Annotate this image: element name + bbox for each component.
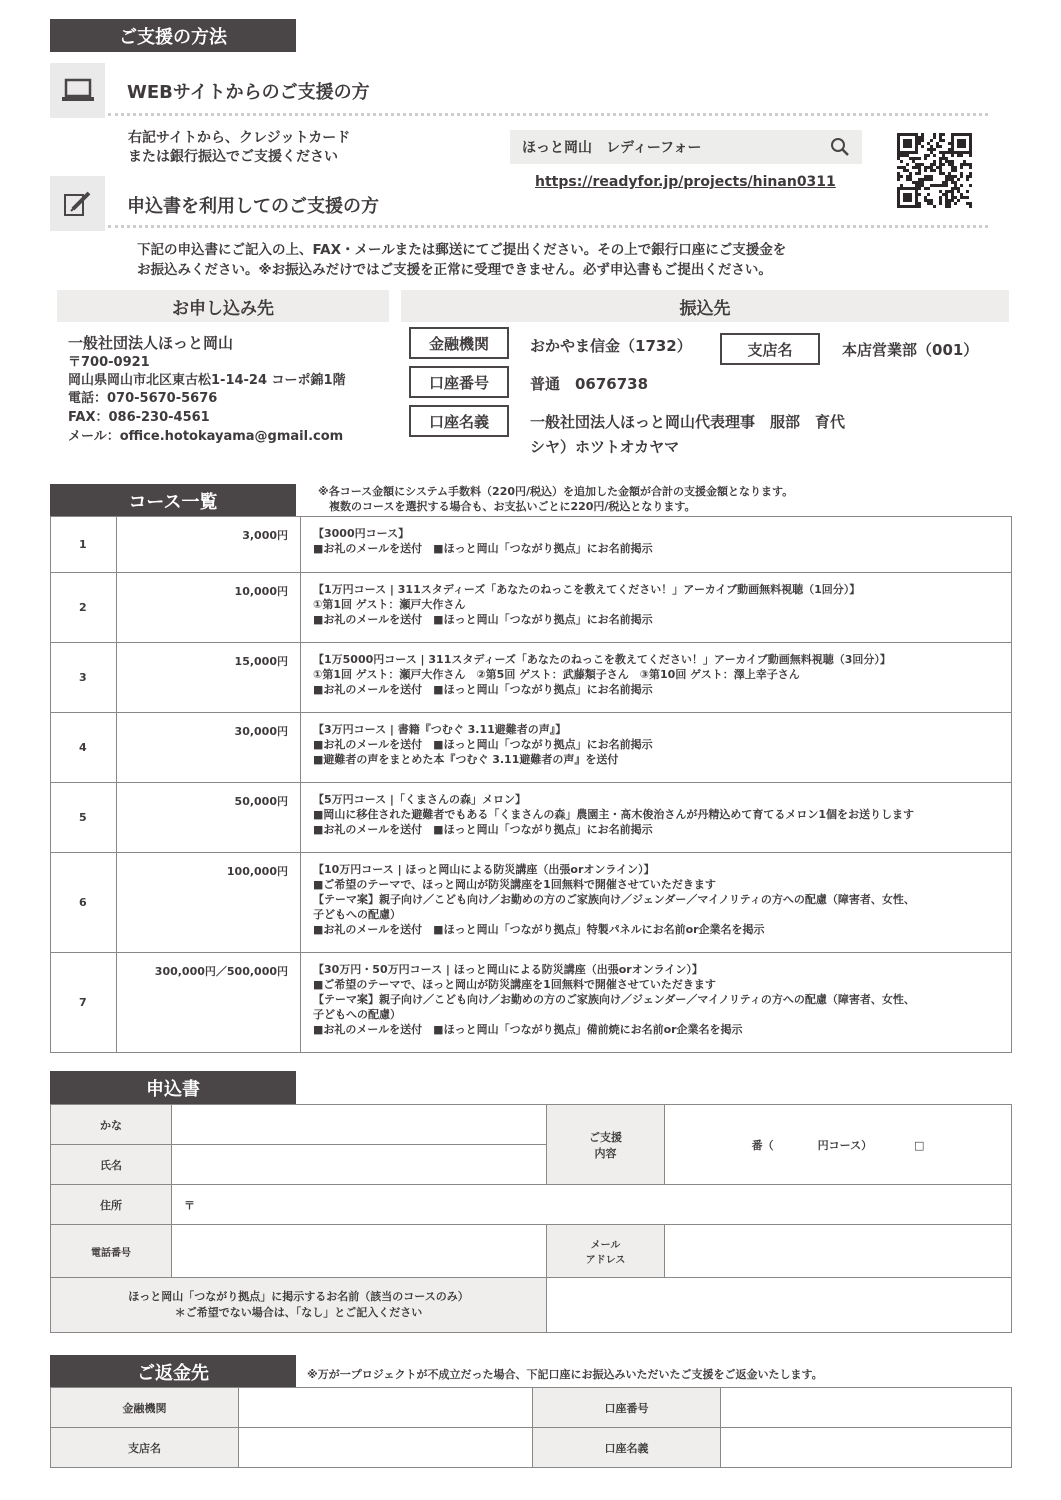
form-support-desc-2: お振込みください。※お振込みだけではご支援を正常に受理できません。必ず申込書もご提出ください。 xyxy=(137,262,772,278)
refund-account-field[interactable] xyxy=(721,1388,1012,1428)
kana-field[interactable] xyxy=(172,1105,547,1145)
display-name-label-2: ＊ご希望でない場合は、「なし」とご記入ください xyxy=(174,1306,423,1319)
course-price: 10,000円 xyxy=(117,573,301,643)
support-content-label xyxy=(547,1105,665,1185)
course-description xyxy=(301,643,1012,713)
search-bar[interactable] xyxy=(510,130,862,164)
divider xyxy=(108,225,988,228)
course-description xyxy=(301,573,1012,643)
holder-value-1: 一般社団法人ほっと岡山代表理事 服部 育代 xyxy=(530,413,846,431)
form-support-heading: 申込書を利用してのご支援の方 xyxy=(127,196,379,217)
apply-to-heading: お申し込み先 xyxy=(57,290,389,322)
phone-label: 電話番号 xyxy=(51,1225,172,1278)
mail-label-2: アドレス xyxy=(585,1255,626,1266)
refund-bank-label: 金融機関 xyxy=(51,1388,239,1428)
course-description-line: 【1万円コース | 311スタディーズ「あなたのねっこを教えてください！」アーカイブ動画無料視聴（1回分）】 xyxy=(313,583,861,596)
course-description-line: ■お礼のメールを送付 ■ほっと岡山「つながり拠点」にお名前掲示 xyxy=(313,738,653,751)
course-number: 3 xyxy=(51,643,117,713)
course-description-line: ①第1回 ゲスト：瀬戸大作さん xyxy=(313,598,466,611)
web-support-heading: WEBサイトからのご支援の方 xyxy=(127,82,370,103)
course-description-line: 【3万円コース | 書籍『つむぐ 3.11避難者の声』】 xyxy=(313,723,567,736)
course-description-line: 【1万5000円コース | 311スタディーズ「あなたのねっこを教えてください！」アーカイブ動画無料視聴（3回分）】 xyxy=(313,653,891,666)
apply-address: 岡山県岡山市北区東古松1-14-24 コーポ錦1階 xyxy=(68,373,346,388)
apply-fax: FAX：086-230-4561 xyxy=(68,410,210,425)
refund-note: ※万が一プロジェクトが不成立だった場合、下記口座にお振込みいただいたご支援をご返金いたします。 xyxy=(307,1368,823,1381)
form-support-desc-1: 下記の申込書にご記入の上、FAX・メールまたは郵送にてご提出ください。その上で銀行口座にご支援金を xyxy=(137,242,787,258)
mail-label xyxy=(547,1225,665,1278)
course-number: 1 xyxy=(51,517,117,573)
support-content-label-2: 内容 xyxy=(594,1146,617,1160)
course-description-line: ■お礼のメールを送付 ■ほっと岡山「つながり拠点」にお名前掲示 xyxy=(313,542,653,555)
kana-label: かな xyxy=(51,1105,172,1145)
search-text: ほっと岡山 レディーフォー xyxy=(522,140,702,156)
mail-field[interactable] xyxy=(665,1225,1012,1278)
course-number: 7 xyxy=(51,953,117,1053)
refund-title: ご返金先 xyxy=(50,1355,296,1388)
refund-account-label: 口座番号 xyxy=(533,1388,721,1428)
form-pencil-icon xyxy=(50,176,105,231)
course-description-line: ■避難者の声をまとめた本『つむぐ 3.11避難者の声』を送付 xyxy=(313,753,619,766)
course-description-line: 【テーマ案】親子向け／こども向け／お勤めの方のご家族向け／ジェンダー／マイノリティの方への配慮（障害者、女性、 xyxy=(313,893,915,906)
account-value: 普通 0676738 xyxy=(530,375,649,393)
application-form xyxy=(50,1104,1012,1333)
course-fill-text: 番（ 円コース） xyxy=(751,1138,873,1152)
application-title: 申込書 xyxy=(50,1071,296,1104)
branch-label: 支店名 xyxy=(720,333,820,365)
course-row xyxy=(51,853,1012,953)
display-name-field[interactable] xyxy=(547,1278,1012,1333)
course-description-line: 子どもへの配慮） xyxy=(313,1008,401,1021)
course-description xyxy=(301,713,1012,783)
name-label: 氏名 xyxy=(51,1145,172,1185)
support-section-title: ご支援の方法 xyxy=(50,19,296,52)
display-name-label xyxy=(51,1278,547,1333)
transfer-heading: 振込先 xyxy=(401,290,1009,322)
display-name-label-1: ほっと岡山「つながり拠点」に掲示するお名前（該当のコースのみ） xyxy=(128,1290,469,1303)
holder-label: 口座名義 xyxy=(409,405,509,437)
course-number: 2 xyxy=(51,573,117,643)
course-number: 5 xyxy=(51,783,117,853)
course-description xyxy=(301,783,1012,853)
apply-email: メール：office.hotokayama@gmail.com xyxy=(68,429,344,444)
course-description-line: ■お礼のメールを送付 ■ほっと岡山「つながり拠点」特製パネルにお名前or企業名を掲示 xyxy=(313,923,765,936)
web-support-desc-1: 右記サイトから、クレジットカード xyxy=(128,130,351,146)
course-price: 300,000円／500,000円 xyxy=(117,953,301,1053)
apply-phone: 電話：070-5670-5676 xyxy=(68,391,218,406)
holder-value-2: シヤ）ホツトオカヤマ xyxy=(530,438,680,456)
branch-value: 本店営業部（001） xyxy=(842,341,979,359)
course-description-line: 子どもへの配慮） xyxy=(313,908,401,921)
mail-label-1: メール xyxy=(590,1240,621,1251)
course-price: 100,000円 xyxy=(117,853,301,953)
course-row xyxy=(51,713,1012,783)
refund-form xyxy=(50,1387,1012,1468)
course-description xyxy=(301,517,1012,573)
address-label: 住所 xyxy=(51,1185,172,1225)
course-description xyxy=(301,953,1012,1053)
refund-holder-field[interactable] xyxy=(721,1428,1012,1468)
name-field[interactable] xyxy=(172,1145,547,1185)
course-description-line: ■お礼のメールを送付 ■ほっと岡山「つながり拠点」備前焼にお名前or企業名を掲示 xyxy=(313,1023,743,1036)
address-field[interactable] xyxy=(172,1185,1012,1225)
course-row xyxy=(51,643,1012,713)
account-label: 口座番号 xyxy=(409,366,509,398)
course-price: 30,000円 xyxy=(117,713,301,783)
course-description-line: ■お礼のメールを送付 ■ほっと岡山「つながり拠点」にお名前掲示 xyxy=(313,613,653,626)
course-description-line: 【5万円コース |「くまさんの森」メロン】 xyxy=(313,793,526,806)
course-row xyxy=(51,953,1012,1053)
course-description-line: ■お礼のメールを送付 ■ほっと岡山「つながり拠点」にお名前掲示 xyxy=(313,823,653,836)
postal-mark: 〒 xyxy=(184,1198,195,1212)
courses-note-1: ※各コース金額にシステム手数料（220円/税込）を追加した金額が合計の支援金額となります。 xyxy=(318,485,794,498)
course-row xyxy=(51,573,1012,643)
course-row xyxy=(51,517,1012,573)
course-number: 6 xyxy=(51,853,117,953)
support-content-field[interactable] xyxy=(665,1105,1012,1185)
course-price: 50,000円 xyxy=(117,783,301,853)
web-support-desc-2: または銀行振込でご支援ください xyxy=(128,149,338,165)
bank-label: 金融機関 xyxy=(409,327,509,359)
course-description-line: ■お礼のメールを送付 ■ほっと岡山「つながり拠点」にお名前掲示 xyxy=(313,683,653,696)
search-icon[interactable] xyxy=(830,137,850,161)
course-price: 15,000円 xyxy=(117,643,301,713)
support-content-label-1: ご支援 xyxy=(589,1130,622,1144)
course-description-line: ■ご希望のテーマで、ほっと岡山が防災講座を1回無料で開催させていただきます xyxy=(313,878,716,891)
course-description-line: ①第1回 ゲスト：瀬戸大作さん ②第5回 ゲスト：武藤類子さん ③第10回 ゲスト：澤上幸子さん xyxy=(313,668,800,681)
courses-title: コース一覧 xyxy=(50,484,296,517)
course-description-line: 【テーマ案】親子向け／こども向け／お勤めの方のご家族向け／ジェンダー／マイノリティの方への配慮（障害者、女性、 xyxy=(313,993,915,1006)
laptop-icon xyxy=(50,63,105,118)
apply-postal: 〒700-0921 xyxy=(68,355,150,370)
course-number: 4 xyxy=(51,713,117,783)
course-description-line: 【3000円コース】 xyxy=(313,527,410,540)
divider xyxy=(108,113,988,116)
course-description xyxy=(301,853,1012,953)
refund-branch-field[interactable] xyxy=(239,1428,533,1468)
course-description-line: ■ご希望のテーマで、ほっと岡山が防災講座を1回無料で開催させていただきます xyxy=(313,978,716,991)
qr-code xyxy=(897,133,972,208)
refund-branch-label: 支店名 xyxy=(51,1428,239,1468)
course-description-line: 【30万円・50万円コース | ほっと岡山による防災講座（出張orオンライン）】 xyxy=(313,963,703,976)
bank-value: おかやま信金（1732） xyxy=(530,337,692,355)
project-url-link[interactable]: https://readyfor.jp/projects/hinan0311 xyxy=(535,174,836,190)
apply-org: 一般社団法人ほっと岡山 xyxy=(68,334,234,352)
course-checkbox[interactable]: □ xyxy=(913,1138,925,1152)
phone-field[interactable] xyxy=(172,1225,547,1278)
course-description-line: 【10万円コース | ほっと岡山による防災講座（出張orオンライン）】 xyxy=(313,863,655,876)
refund-bank-field[interactable] xyxy=(239,1388,533,1428)
courses-note-2: 複数のコースを選択する場合も、お支払いごとに220円/税込となります。 xyxy=(318,500,696,513)
course-description-line: ■岡山に移住された避難者でもある「くまさんの森」農園主・髙木俊治さんが丹精込めて育てるメロン1個をお送りします xyxy=(313,808,915,821)
course-price: 3,000円 xyxy=(117,517,301,573)
refund-holder-label: 口座名義 xyxy=(533,1428,721,1468)
course-table xyxy=(50,516,1012,1053)
course-row xyxy=(51,783,1012,853)
